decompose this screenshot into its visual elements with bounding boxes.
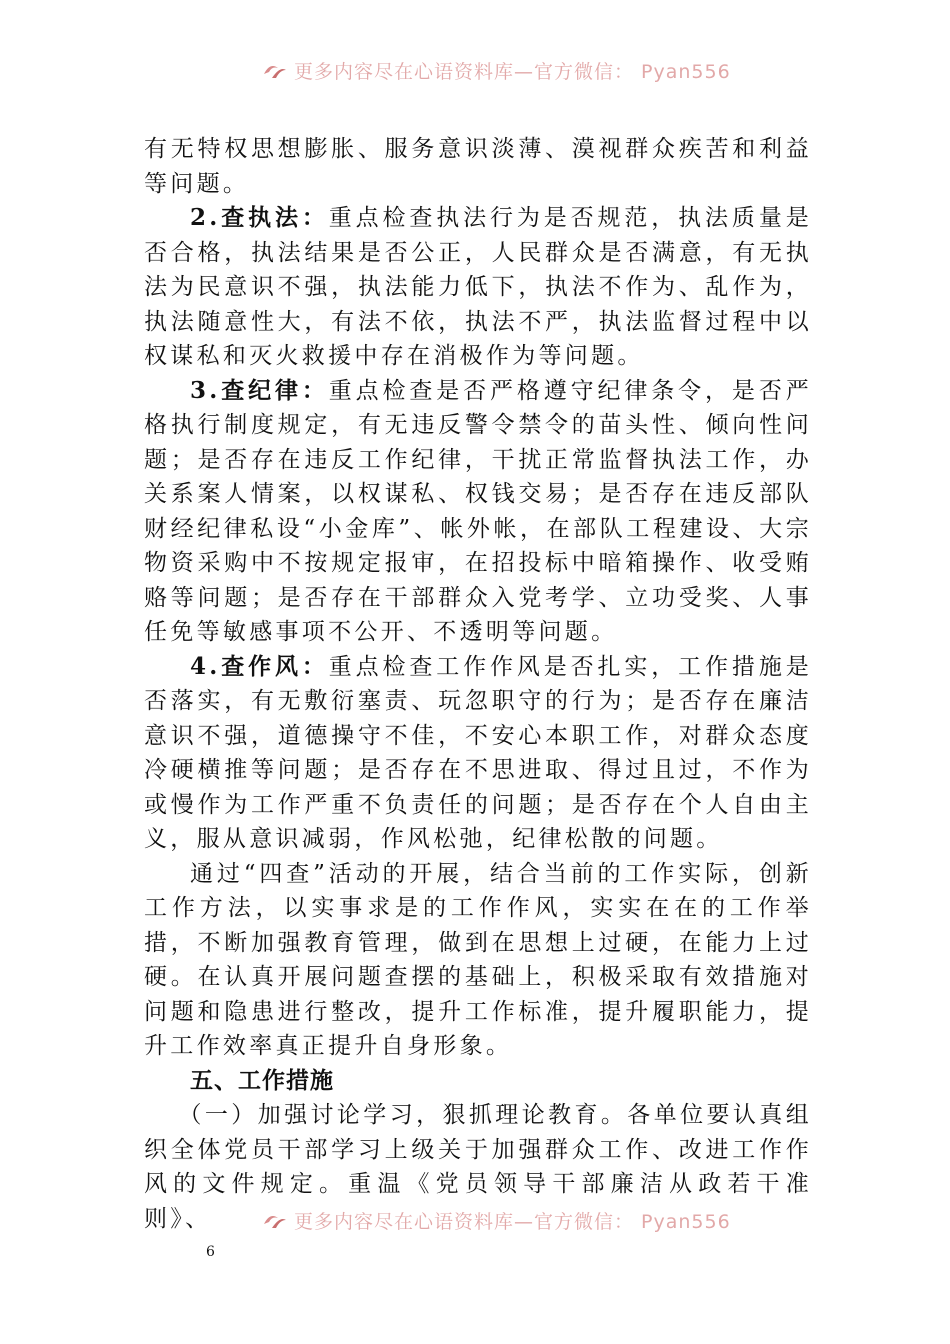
paragraph (144, 857, 812, 1064)
paragraph (144, 650, 812, 857)
logo-icon (262, 60, 288, 80)
watermark-footer (262, 1205, 742, 1235)
logo-icon (262, 1210, 288, 1230)
paragraph-lead: 3.查纪律： (190, 376, 329, 404)
paragraph-lead: 2.查执法： (190, 204, 329, 231)
paragraph (144, 374, 812, 650)
section-heading-text: 五、工作措施 (190, 1067, 334, 1094)
document-body (144, 132, 812, 1236)
watermark-text: 更多内容尽在心语资料库—官方微信： Pyan556 (294, 60, 731, 83)
paragraph-text: （一）加强讨论学习，狠抓理论教育。各单位要认真组织全体党员干部学习上级关于加强群众工作、改进工作作风的文件规定。重温《党员领导干部廉洁从政若干准则》、 (144, 1102, 812, 1232)
paragraph-text: 重点检查是否严格遵守纪律条令，是否严格执行制度规定，有无违反警令禁令的苗头性、倾向性问题；是否存在违反工作纪律，干扰正常监督执法工作，办关系案人情案，以权谋私、权钱交易；是否存在违反部队财经纪律私设“小金库”、帐外帐，在部队工程建设、大宗物资采购中不按规定报审，在招投标中暗箱操作、收受贿赂等问题；是否存在干部群众入党考学、立功受奖、人事任免等敏感事项不公开、不透明等问题。 (144, 377, 812, 645)
section-heading (144, 1064, 812, 1099)
paragraph-text: 重点检查工作作风是否扎实，工作措施是否落实，有无敷衍塞责、玩忽职守的行为；是否存在廉洁意识不强，道德操守不佳，不安心本职工作，对群众态度冷硬横推等问题；是否存在不思进取、得过且过，不作为或慢作为工作严重不负责任的问题；是否存在个人自由主义，服从意识减弱，作风松弛，纪律松散的问题。 (144, 653, 812, 852)
page-number: 6 (206, 1244, 215, 1260)
paragraph-text: 通过“四查”活动的开展，结合当前的工作实际，创新工作方法，以实事求是的工作作风，实实在在的工作举措，不断加强教育管理，做到在思想上过硬，在能力上过硬。在认真开展问题查摆的基础上，积极采取有效措施对问题和隐患进行整改，提升工作标准，提升履职能力，提升工作效率真正提升自身形象。 (144, 860, 812, 1059)
paragraph-text: 重点检查执法行为是否规范，执法质量是否合格，执法结果是否公正，人民群众是否满意，有无执法为民意识不强，执法能力低下，执法不作为、乱作为，执法随意性大，有法不依，执法不严，执法监督过程中以权谋私和灭火救援中存在消极作为等问题。 (144, 205, 812, 369)
watermark-header (262, 55, 742, 85)
paragraph-lead: 4.查作风： (190, 652, 329, 680)
paragraph (144, 132, 812, 201)
paragraph-text: 有无特权思想膨胀、服务意识淡薄、漠视群众疾苦和利益等问题。 (144, 136, 812, 197)
watermark-text: 更多内容尽在心语资料库—官方微信： Pyan556 (294, 1210, 731, 1233)
paragraph (144, 201, 812, 374)
